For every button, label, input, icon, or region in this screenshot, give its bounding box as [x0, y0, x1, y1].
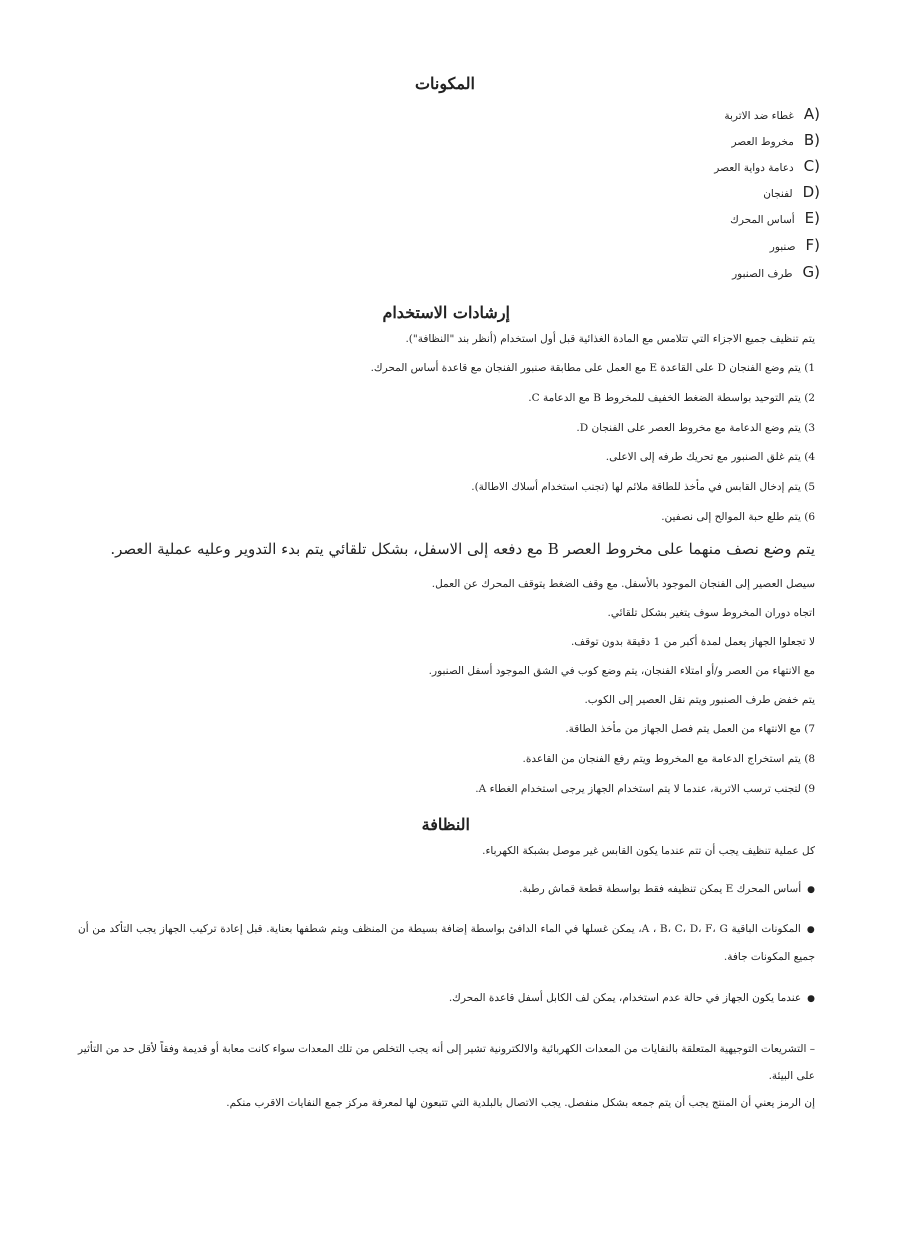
instruction-step-2: 2) يتم التوحيد بواسطة الضغط الخفيف للمخروط B مع الدعامة C.: [528, 392, 815, 404]
disposal-paragraph-2: إن الرمز يعني أن المنتج يجب أن يتم جمعه بشكل منفصل. يجب الاتصال بالبلدية التي تتبعون لها لمعرفة مركز جمع النفايات الاقرب منكم.: [226, 1097, 815, 1109]
component-letter: B): [803, 131, 820, 149]
instruction-step-6: 6) يتم طلع حبة الموالح إلى نصفين.: [661, 511, 815, 523]
instruction-note-3: لا تجعلوا الجهاز يعمل لمدة أكبر من 1 دقيقة بدون توقف.: [570, 636, 815, 648]
instruction-step-5: 5) يتم إدخال القابس في مأخذ للطاقة ملائم لها (تجنب استخدام أسلاك الاطالة).: [471, 481, 815, 493]
disposal-paragraph-1: – التشريعات التوجيهية المتعلقة بالنفايات من المعدات الكهربائية والالكترونية تشير إلى أنه يجب التخلص من تلك المعدات سواء كانت معابة أو قديمة وفقاً لأقل حد من التأثير على البيئة.: [78, 1043, 815, 1082]
component-item-a: [724, 105, 820, 123]
component-item-b: [731, 131, 820, 149]
instructions-intro: يتم تنظيف جميع الاجزاء التي تتلامس مع المادة الغذائية قبل أول استخدام (أنظر بند "النظافة").: [405, 333, 815, 345]
cleaning-bullet-1: ● أساس المحرك E يمكن تنظيفه فقط بواسطة قطعة قماش رطبة.: [519, 883, 815, 895]
instruction-step-3: 3) يتم وضع الدعامة مع مخروط العصر على الفنجان D.: [576, 422, 815, 434]
instruction-note-2: اتجاه دوران المخروط سوف يتغير بشكل تلقائي.: [607, 607, 815, 619]
component-letter: D): [802, 183, 820, 201]
component-text: أساس المحرك: [730, 214, 795, 226]
component-letter: F): [805, 236, 820, 254]
cleaning-intro: كل عملية تنظيف يجب أن تتم عندما يكون القابس غير موصل بشبكة الكهرباء.: [482, 845, 815, 857]
instruction-note-4: مع الانتهاء من العصر و/أو امتلاء الفنجان، يتم وضع كوب في الشق الموجود أسفل الصنبور.: [428, 665, 815, 677]
instruction-note-5: يتم خفض طرف الصنبور ويتم نقل العصير إلى الكوب.: [584, 694, 815, 706]
component-text: دعامة دواية العصر: [714, 162, 794, 174]
cleaning-title: النظافة: [421, 815, 470, 834]
instruction-highlight: يتم وضع نصف منهما على مخروط العصر B مع دفعه إلى الاسفل، بشكل تلقائي يتم بدء التدوير وعليه عملية العصر.: [110, 540, 815, 558]
instruction-step-7: 7) مع الانتهاء من العمل يتم فصل الجهاز من مأخذ الطاقة.: [565, 723, 815, 735]
component-item-d: [763, 183, 820, 201]
component-text: غطاء ضد الاتربة: [724, 110, 794, 122]
instruction-step-8: 8) يتم استخراج الدعامة مع المخروط ويتم رفع الفنجان من القاعدة.: [522, 753, 815, 765]
component-text: لفنجان: [763, 188, 793, 200]
component-letter: E): [804, 209, 820, 227]
cleaning-bullet-3: ● عندما يكون الجهاز في حالة عدم استخدام، يمكن لف الكابل أسفل قاعدة المحرك.: [449, 992, 815, 1004]
instruction-step-4: 4) يتم غلق الصنبور مع تحريك طرفه إلى الاعلى.: [605, 451, 815, 463]
component-text: مخروط العصر: [731, 136, 794, 148]
instruction-note-1: سيصل العصير إلى الفنجان الموجود بالأسفل. مع وقف الضغط يتوقف المحرك عن العمل.: [431, 578, 815, 590]
component-text: صنبور: [769, 241, 796, 253]
component-item-g: [732, 263, 820, 281]
cleaning-bullet-2: ● المكونات الباقية A ، B، C، D، F، G، يمكن غسلها في الماء الدافئ بواسطة إضافة بسيطة من المنظف ويتم شطفها بعناية. قبل إعادة تركيب الجهاز يجب التأكد من أن جميع المكونات جافة.: [78, 916, 815, 971]
component-letter: G): [802, 263, 820, 281]
component-letter: A): [803, 105, 820, 123]
instruction-step-1: 1) يتم وضع الفنجان D على القاعدة E مع العمل على مطابقة صنبور الفنجان مع قاعدة أساس المحرك.: [370, 362, 815, 374]
instructions-title: إرشادات الاستخدام: [382, 303, 510, 322]
component-item-c: [714, 157, 820, 175]
component-letter: C): [803, 157, 820, 175]
component-item-e: [730, 209, 820, 227]
component-item-f: [770, 236, 820, 254]
components-title: المكونات: [414, 74, 475, 93]
component-text: طرف الصنبور: [732, 268, 793, 280]
instruction-step-9: 9) لتجنب ترسب الاتربة، عندما لا يتم استخدام الجهاز يرجى استخدام الغطاء A.: [475, 783, 815, 795]
